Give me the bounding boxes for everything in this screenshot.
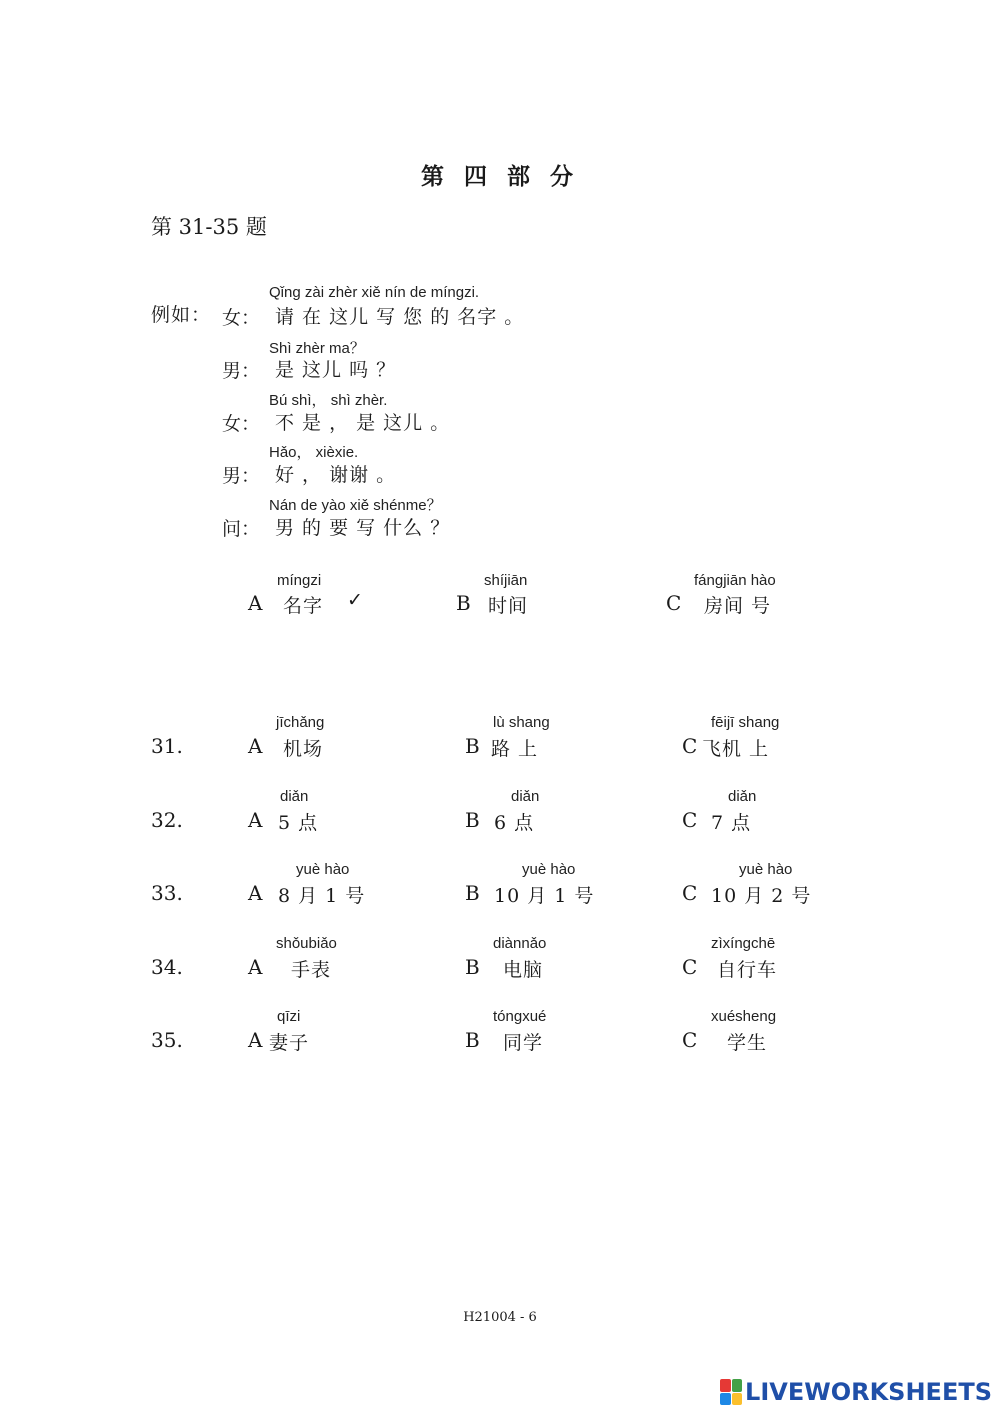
option-a-text[interactable]: 5 点 xyxy=(278,812,319,834)
example-option-a-letter: A xyxy=(248,591,263,615)
example-label: 例如： xyxy=(151,304,212,326)
logo-text: LIVEWORKSHEETS xyxy=(745,1378,992,1406)
option-c-pinyin: xuésheng xyxy=(711,1008,777,1025)
option-b-letter[interactable]: B xyxy=(465,734,480,758)
question-number: 32. xyxy=(151,808,183,832)
example-option-b-text: 时间 xyxy=(488,595,529,617)
option-b-pinyin: diànnǎo xyxy=(493,935,547,952)
option-a-text[interactable]: 妻子 xyxy=(269,1032,310,1054)
option-b-text[interactable]: 6 点 xyxy=(494,812,535,834)
example-line-text: 请 在 这儿 写 您 的 名字 。 xyxy=(275,306,525,328)
example-option-c-pinyin: fángjiān hào xyxy=(694,572,776,589)
example-speaker: 女： xyxy=(222,307,261,329)
option-a-text[interactable]: 手表 xyxy=(291,959,332,981)
example-line-pinyin: Hǎo， xièxie. xyxy=(269,444,359,461)
option-a-pinyin: jīchǎng xyxy=(276,714,325,731)
example-option-c-text: 房间 号 xyxy=(704,595,772,617)
question-number: 35. xyxy=(151,1028,183,1052)
option-a-pinyin: yuè hào xyxy=(296,861,350,878)
example-speaker: 女： xyxy=(222,413,261,435)
option-b-letter[interactable]: B xyxy=(465,881,480,905)
option-b-text[interactable]: 同学 xyxy=(503,1032,544,1054)
option-c-text[interactable]: 飞机 上 xyxy=(702,738,770,760)
option-a-letter[interactable]: A xyxy=(248,734,263,758)
example-speaker: 问： xyxy=(222,518,261,540)
option-b-text[interactable]: 10 月 1 号 xyxy=(494,885,595,907)
option-a-text[interactable]: 8 月 1 号 xyxy=(278,885,366,907)
option-b-letter[interactable]: B xyxy=(465,1028,480,1052)
option-a-pinyin: shǒubiǎo xyxy=(276,935,337,952)
section-heading: 第 31-35 题 xyxy=(151,215,267,239)
option-c-text[interactable]: 10 月 2 号 xyxy=(711,885,812,907)
option-c-text[interactable]: 7 点 xyxy=(711,812,752,834)
option-b-pinyin: diǎn xyxy=(511,788,540,805)
option-c-letter[interactable]: C xyxy=(682,734,698,758)
page-footer: H21004 - 6 xyxy=(463,1310,537,1325)
option-b-pinyin: tóngxué xyxy=(493,1008,547,1025)
option-b-letter[interactable]: B xyxy=(465,955,480,979)
example-line-pinyin: Bú shì， shì zhèr. xyxy=(269,392,388,409)
question-number: 33. xyxy=(151,881,183,905)
example-option-a-text: 名字 xyxy=(283,595,324,617)
liveworksheets-logo[interactable] xyxy=(720,1378,992,1406)
option-b-pinyin: lù shang xyxy=(493,714,550,731)
option-a-text[interactable]: 机场 xyxy=(283,738,324,760)
option-a-letter[interactable]: A xyxy=(248,808,263,832)
option-a-letter[interactable]: A xyxy=(248,955,263,979)
example-line-pinyin: Shì zhèr ma？ xyxy=(269,340,365,357)
option-c-letter[interactable]: C xyxy=(682,881,698,905)
option-b-pinyin: yuè hào xyxy=(522,861,576,878)
example-line-pinyin: Nán de yào xiě shénme？ xyxy=(269,497,442,514)
option-a-letter[interactable]: A xyxy=(248,1028,263,1052)
option-b-letter[interactable]: B xyxy=(465,808,480,832)
logo-badge-icon xyxy=(720,1379,742,1405)
example-option-b-letter: B xyxy=(456,591,471,615)
option-c-pinyin: yuè hào xyxy=(739,861,793,878)
checkmark-icon: ✓ xyxy=(347,589,364,611)
option-c-pinyin: diǎn xyxy=(728,788,757,805)
option-c-pinyin: zìxíngchē xyxy=(711,935,776,952)
example-option-b-pinyin: shíjiān xyxy=(484,572,528,589)
option-b-text[interactable]: 电脑 xyxy=(503,959,544,981)
option-c-letter[interactable]: C xyxy=(682,955,698,979)
option-b-text[interactable]: 路 上 xyxy=(491,738,539,760)
example-line-text: 好 ， 谢谢 。 xyxy=(275,464,397,486)
page-title: 第 四 部 分 xyxy=(420,163,580,190)
example-line-pinyin: Qǐng zài zhèr xiě nín de míngzi. xyxy=(269,284,480,301)
question-number: 34. xyxy=(151,955,183,979)
option-c-text[interactable]: 学生 xyxy=(727,1032,768,1054)
example-line-text: 不 是 ， 是 这儿 。 xyxy=(275,412,451,434)
option-c-text[interactable]: 自行车 xyxy=(717,959,778,981)
option-a-pinyin: diǎn xyxy=(280,788,309,805)
example-option-a-pinyin: míngzi xyxy=(277,572,322,589)
option-a-letter[interactable]: A xyxy=(248,881,263,905)
example-line-text: 是 这儿 吗 ？ xyxy=(275,359,397,381)
example-speaker: 男： xyxy=(222,465,261,487)
example-option-c-letter: C xyxy=(666,591,682,615)
question-number: 31. xyxy=(151,734,183,758)
example-line-text: 男 的 要 写 什么 ？ xyxy=(275,517,451,539)
example-speaker: 男： xyxy=(222,360,261,382)
option-c-letter[interactable]: C xyxy=(682,1028,698,1052)
option-a-pinyin: qīzi xyxy=(277,1008,301,1025)
option-c-letter[interactable]: C xyxy=(682,808,698,832)
option-c-pinyin: fēijī shang xyxy=(711,714,780,731)
